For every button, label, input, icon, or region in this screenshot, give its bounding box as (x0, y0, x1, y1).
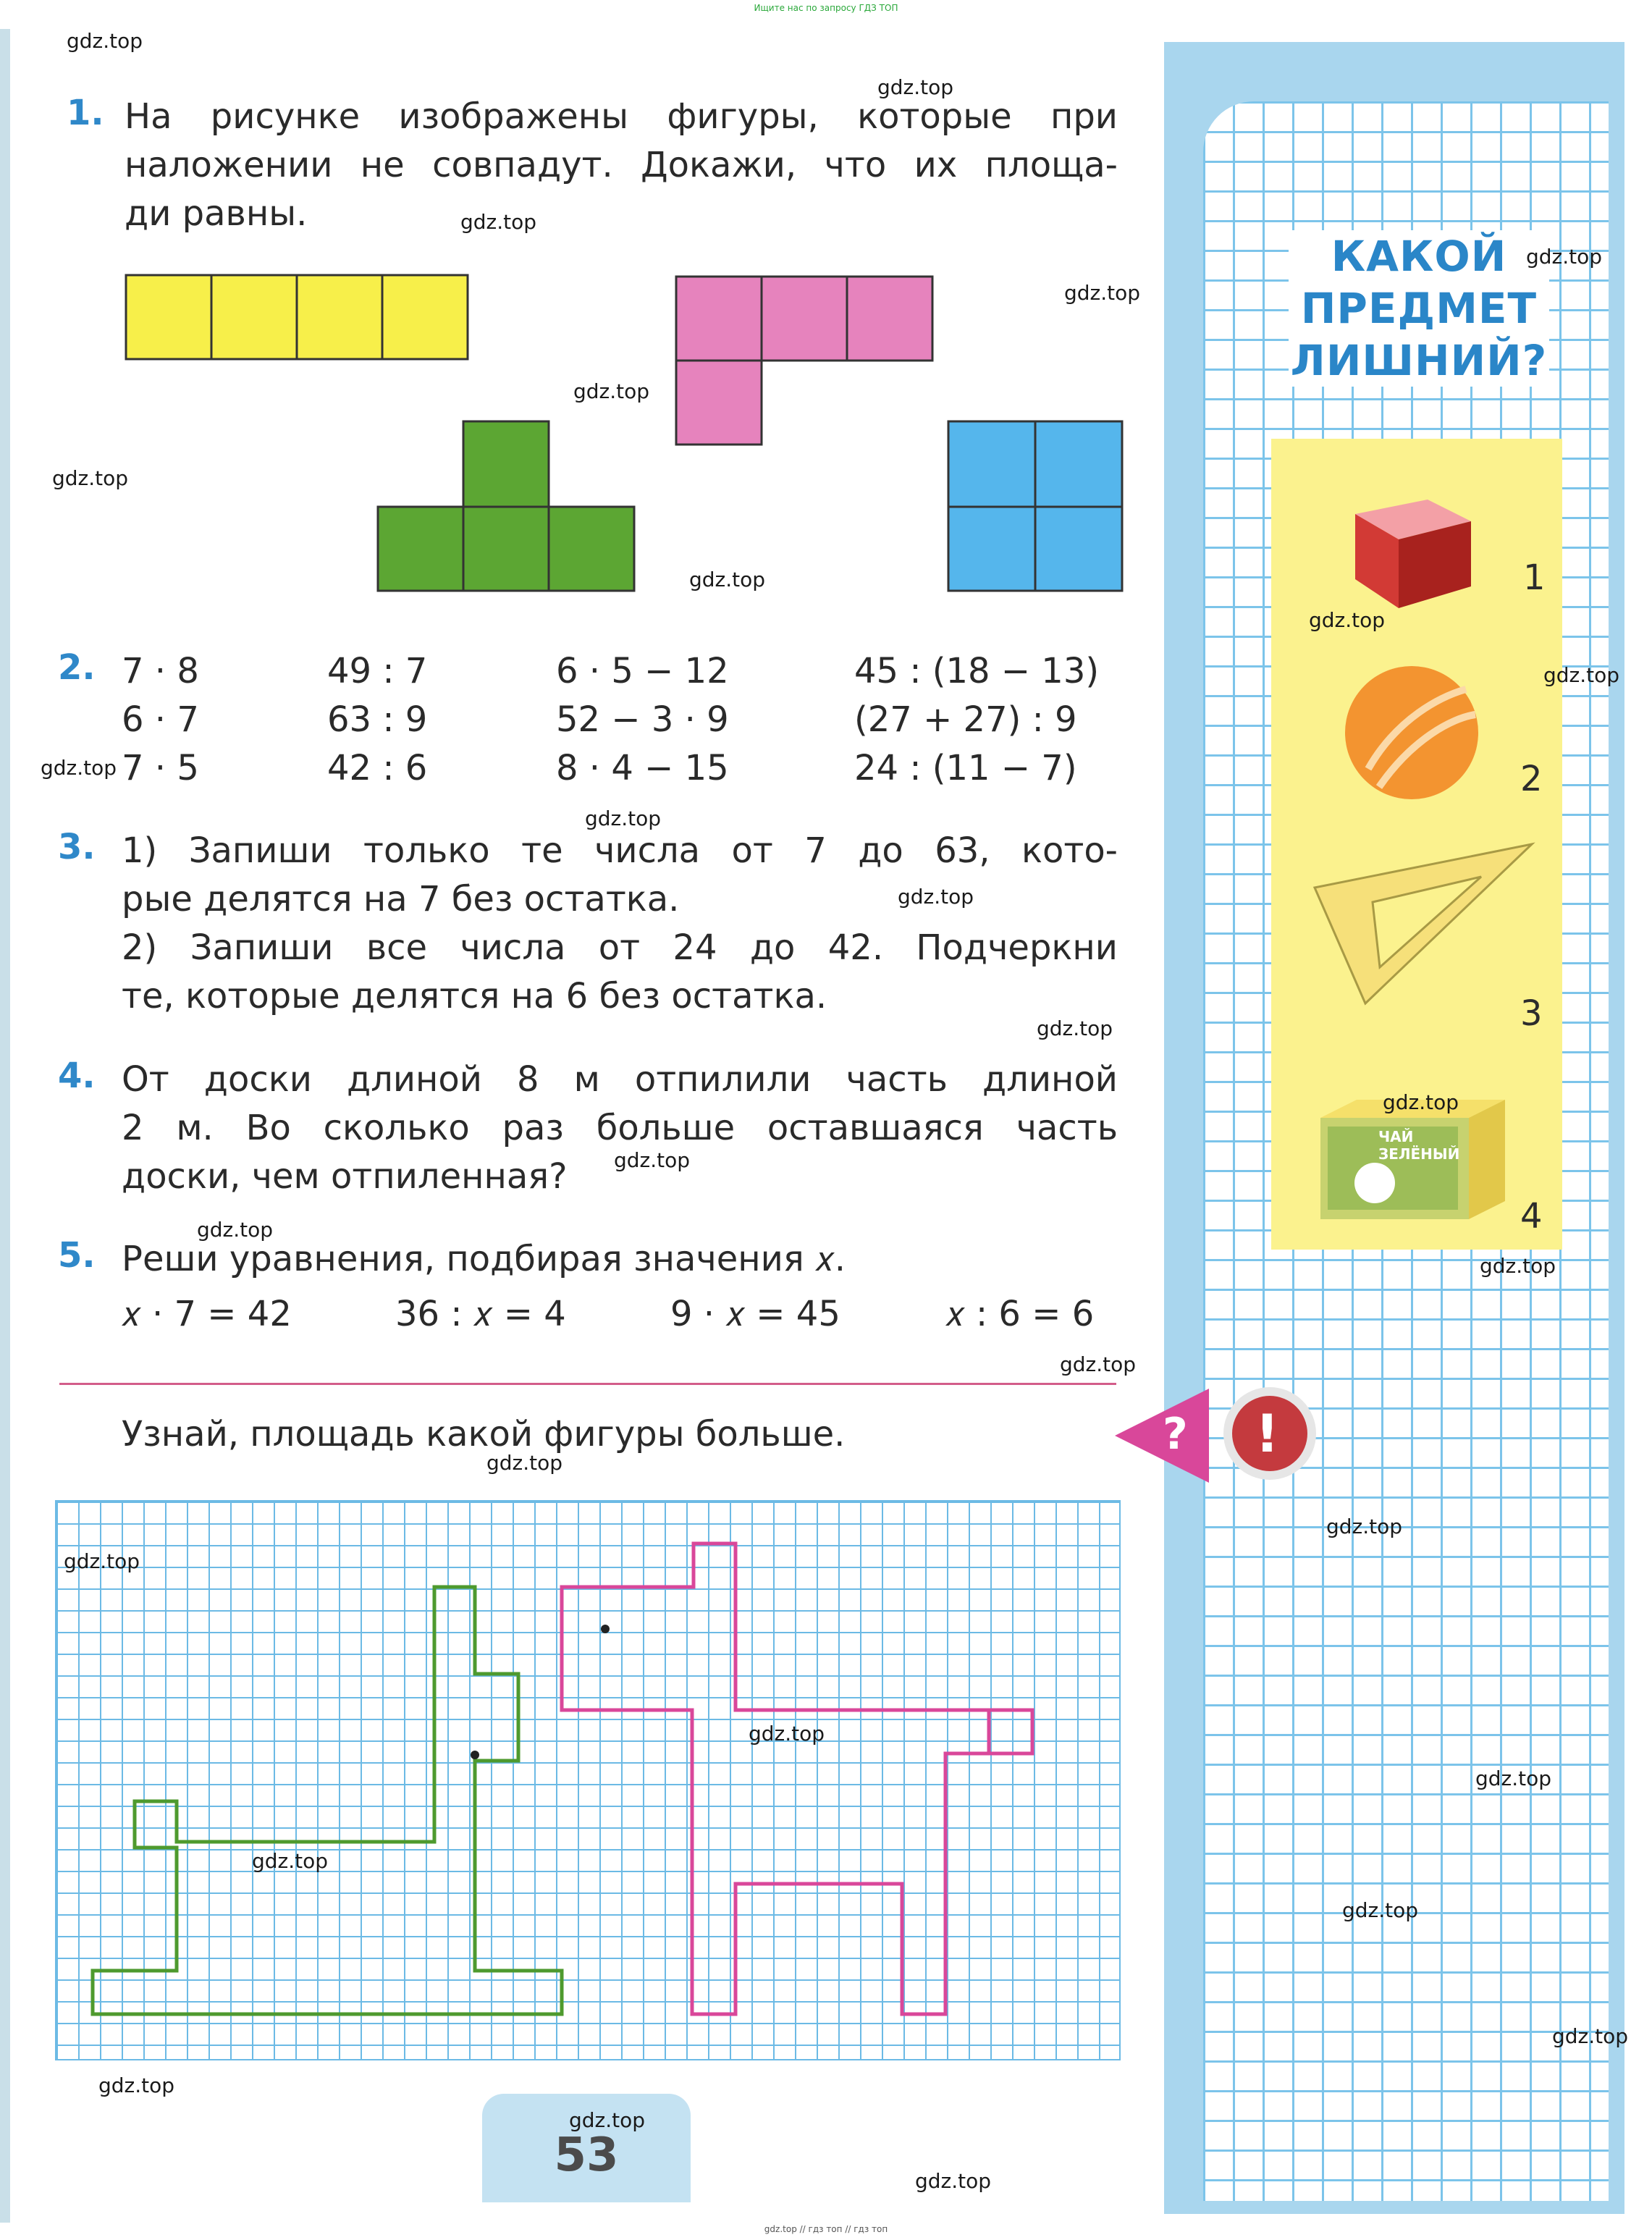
ball-icon (1339, 660, 1484, 805)
sidebar-heading-line: КАКОЙ (1331, 232, 1507, 281)
item-number: 1 (1523, 557, 1546, 598)
watermark: gdz.top (252, 1849, 329, 1873)
watermark: gdz.top (52, 466, 129, 490)
watermark: gdz.top (614, 1148, 691, 1172)
watermark: gdz.top (1064, 281, 1141, 305)
watermark: gdz.top (1037, 1016, 1113, 1040)
watermark: gdz.top (915, 2169, 992, 2193)
watermark: gdz.top (1543, 663, 1620, 687)
watermark: gdz.top (877, 75, 954, 99)
task-text: На рисунке изображены фигуры, которые при (125, 96, 1118, 137)
exclamation-mark: ! (1255, 1403, 1279, 1464)
green-figure (93, 1587, 562, 2014)
watermark: gdz.top (573, 379, 650, 403)
task-number: 1. (67, 93, 104, 133)
watermark: gdz.top (1383, 1090, 1459, 1114)
watermark: gdz.top (689, 568, 766, 591)
task-text: рые делятся на 7 без остатка. (122, 879, 680, 919)
expression: (27 + 27) : 9 (854, 699, 1077, 740)
expression: 49 : 7 (327, 651, 428, 691)
expression: 7 · 5 (122, 748, 199, 788)
watermark: gdz.top (898, 885, 974, 909)
item-number: 2 (1520, 759, 1543, 799)
expression: 63 : 9 (327, 699, 428, 740)
task-text: 2 м. Во сколько раз больше оставшаяся часть (122, 1108, 1118, 1148)
expression: 6 · 7 (122, 699, 199, 740)
watermark: gdz.top (1342, 1898, 1419, 1922)
watermark: gdz.top (486, 1451, 563, 1475)
watermark: gdz.top (1526, 245, 1603, 269)
expression: 6 · 5 − 12 (556, 651, 729, 691)
task-number: 2. (58, 647, 96, 688)
watermark: gdz.top (41, 756, 117, 780)
task-text: 2) Запиши все числа от 24 до 42. Подчеркни (122, 927, 1118, 968)
tea-label-top: ЧАЙ (1378, 1128, 1414, 1145)
task-number: 3. (58, 827, 96, 867)
task-text: 1) Запиши только те числа от 7 до 63, кото- (122, 830, 1118, 871)
task-number: 4. (58, 1056, 96, 1096)
watermark: gdz.top (1480, 1254, 1556, 1278)
sidebar-heading-line: ПРЕДМЕТ (1300, 284, 1538, 333)
watermark: gdz.top (197, 1218, 274, 1242)
expression: 8 · 4 − 15 (556, 748, 729, 788)
task-text: Реши уравнения, подбирая значения 𝑥. (122, 1239, 846, 1279)
expression: 52 − 3 · 9 (556, 699, 729, 740)
bonus-task-text: Узнай, площадь какой фигуры больше. (122, 1414, 846, 1454)
task-text: ди равны. (125, 193, 308, 234)
expression: 42 : 6 (327, 748, 428, 788)
tea-label-bottom: ЗЕЛЁНЫЙ (1378, 1145, 1460, 1163)
watermark: gdz.top (749, 1722, 825, 1746)
watermark: gdz.top (1309, 608, 1386, 632)
task-text: От доски длиной 8 м отпилили часть длиной (122, 1059, 1118, 1100)
expression: 45 : (18 − 13) (854, 651, 1100, 691)
watermark: gdz.top (585, 807, 662, 830)
watermark: gdz.top (67, 29, 143, 53)
watermark: gdz.top (460, 210, 537, 234)
sidebar-heading-line: ЛИШНИЙ? (1290, 336, 1548, 385)
tea-label (1378, 1128, 1459, 1163)
cube-icon (1341, 471, 1485, 615)
task-number: 5. (58, 1235, 96, 1276)
top-site-link[interactable]: Ищите нас по запросу ГДЗ ТОП (754, 3, 898, 13)
page-number: 53 (554, 2129, 619, 2182)
pink-figure (562, 1544, 1032, 2014)
expression: 24 : (11 − 7) (854, 748, 1077, 788)
question-mark: ? (1163, 1409, 1188, 1460)
equation: 36 : 𝑥 = 4 (395, 1294, 566, 1334)
equation: 𝑥 · 7 = 42 (122, 1294, 292, 1334)
pink-dot (601, 1625, 610, 1633)
watermark: gdz.top (64, 1549, 140, 1573)
task-text: те, которые делятся на 6 без остатка. (122, 976, 827, 1016)
item-number: 4 (1520, 1196, 1543, 1237)
watermark: gdz.top (98, 2073, 175, 2097)
equation: 9 · 𝑥 = 45 (670, 1294, 840, 1334)
equation: 𝑥 : 6 = 6 (945, 1294, 1095, 1334)
watermark: gdz.top (1552, 2024, 1629, 2048)
green-dot (471, 1751, 479, 1759)
watermark: gdz.top (1060, 1352, 1137, 1376)
task-text: наложении не совпадут. Докажи, что их площа- (125, 145, 1118, 185)
sidebar-heading (1289, 230, 1549, 387)
item-number: 3 (1520, 993, 1543, 1034)
watermark: gdz.top (1475, 1767, 1552, 1790)
expression: 7 · 8 (122, 651, 199, 691)
set-square-icon (1307, 837, 1539, 1011)
bottom-site-link[interactable]: gdz.top // гдз топ // гдз топ (764, 2224, 888, 2234)
watermark: gdz.top (1326, 1515, 1403, 1538)
task-text: доски, чем отпиленная? (122, 1156, 568, 1197)
watermark: gdz.top (569, 2108, 646, 2132)
